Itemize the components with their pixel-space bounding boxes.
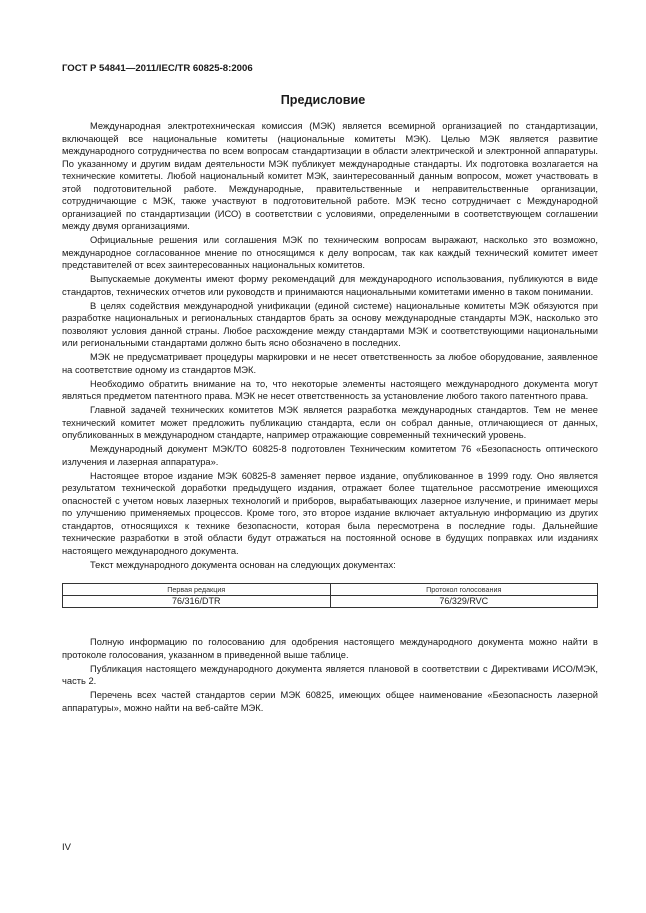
table-row <box>63 596 598 608</box>
section-title: Предисловие <box>280 93 366 107</box>
paragraph: Международная электротехническая комиссия (МЭК) является всемирной организацией по стандартизации, включающей все национальные комитеты (национальные комитеты МЭК). Целью МЭК является развитие международного сотрудничества по всем вопросам стандартизации в области электрической и электронной аппаратуры. По указанному и другим видам деятельности МЭК публикует международные стандарты. Их подготовка возлагается на технические комитеты. Любой национальный комитет МЭК, заинтересованный данным вопросом, может участвовать в этой подготовительной работе. Международные, правительственные и неправительственные организации, сотрудничающие с МЭК, также участвуют в подготовительной работе. МЭК тесно сотрудничает с Международной организацией по стандартизации (ИСО) в соответствии с условиями, определенными в соответствующем соглашении между двумя организациями. <box>62 121 598 231</box>
paragraph: Перечень всех частей стандартов серии МЭК 60825, имеющих общее наименование «Безопасность лазерной аппаратуры», можно найти на веб-сайте МЭК. <box>62 690 598 713</box>
paragraph: В целях содействия международной унификации (единой системе) национальные комитеты МЭК обязуются при разработке национальных и региональных стандартов брать за основу международные стандарты МЭК, насколько это позволяют условия данной страны. Любое расхождение между стандартами МЭК и соответствующими национальными или региональными стандартами должно быть ясно обозначено в последних. <box>62 300 598 348</box>
table-header-row <box>63 584 598 596</box>
paragraph: Публикация настоящего международного документа является плановой в соответствии с Директивами ИСО/МЭК, часть 2. <box>62 663 598 686</box>
paragraph: Выпускаемые документы имеют форму рекомендаций для международного использования, публикуются в виде стандартов, технических отчетов или руководств и принимаются национальными комитетами именно в таком понимании. <box>62 274 598 297</box>
table-header-cell: Первая редакция <box>63 584 331 596</box>
table-cell: 76/316/DTR <box>63 596 331 608</box>
paragraph: Международный документ МЭК/ТО 60825-8 подготовлен Техническим комитетом 76 «Безопасность оптического излучения и лазерная аппаратура». <box>62 444 598 467</box>
standard-header: ГОСТ Р 54841—2011/IEC/TR 60825-8:2006 <box>62 63 253 74</box>
table-header-cell: Протокол голосования <box>330 584 598 596</box>
paragraph: Настоящее второе издание МЭК 60825-8 заменяет первое издание, опубликованное в 1999 году. Оно является результатом технической доработки предыдущего издания, отражает более тщательное рассмотрение имеющихся опасностей с учетом новых лазерных технологий и приборов, вырабатывающих лазерное излучение, и принимает меры по улучшению применяемых процессов. Кроме того, это второе издание включает актуальную информацию из других стандартов, относящихся к технике безопасности, которая была пересмотрена в последние годы. Дальнейшие технические разработки в этой области будут отражаться на постоянной основе в будущих поправках или изданиях настоящего международного документа. <box>62 470 598 556</box>
closing-paragraphs <box>62 636 598 714</box>
reference-documents-table <box>62 583 598 608</box>
page-number: IV <box>62 842 71 853</box>
paragraph: МЭК не предусматривает процедуры маркировки и не несет ответственность за любое оборудование, заявленное на соответствие одному из стандартов МЭК. <box>62 352 598 375</box>
paragraph: Текст международного документа основан на следующих документах: <box>90 559 396 570</box>
paragraph: Главной задачей технических комитетов МЭК является разработка международных стандартов. Тем не менее технический комитет может предложить публикацию стандарта, если он собрал данные, отличающиеся от данных, опубликованных в международном стандарте, например отражающие современный технический уровень. <box>62 405 598 440</box>
paragraph: Необходимо обратить внимание на то, что некоторые элементы настоящего международного документа могут являться предметом патентного права. МЭК не несет ответственность за установление любого такого патентного права. <box>62 378 598 401</box>
paragraph: Официальные решения или соглашения МЭК по техническим вопросам выражают, насколько это возможно, международное согласованное мнение по относящимся к делу вопросам, так как каждый технический комитет имеет представителей от всех заинтересованных национальных комитетов. <box>62 235 598 270</box>
table-cell: 76/329/RVC <box>330 596 598 608</box>
document-body <box>62 120 598 716</box>
paragraph: Полную информацию по голосованию для одобрения настоящего международного документа можно найти в протоколе голосования, указанном в приведенной выше таблице. <box>62 637 598 660</box>
